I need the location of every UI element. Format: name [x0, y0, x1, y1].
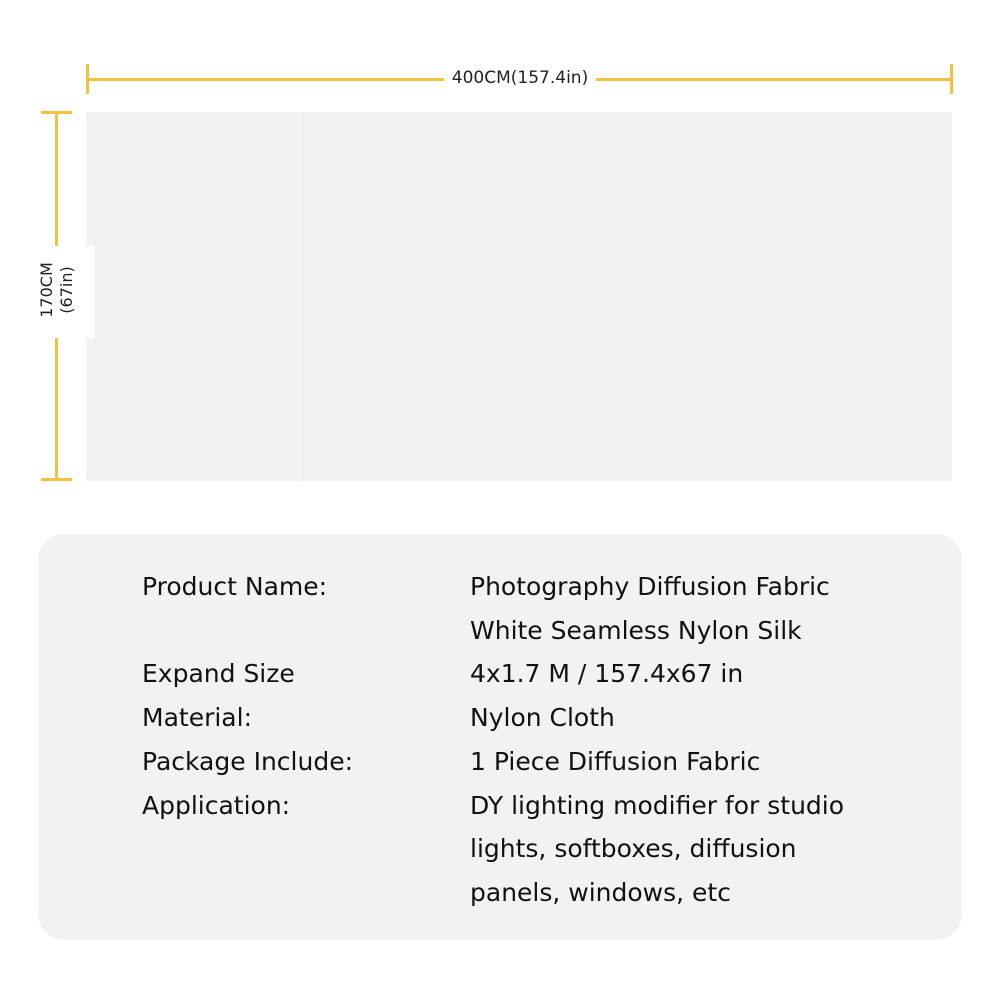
spec-row-product-name [142, 565, 942, 652]
spec-card [38, 534, 962, 940]
width-dimension-line [87, 78, 953, 81]
spec-value-line: Photography Diffusion Fabric [470, 572, 830, 601]
spec-label: Expand Size [142, 659, 295, 689]
width-dimension-label: 400CM(157.4in) [444, 68, 596, 88]
fabric-panel [86, 112, 952, 481]
spec-row-expand-size [142, 652, 942, 696]
height-dimension-label-wrap [20, 246, 94, 338]
height-dimension-cap-bottom [41, 478, 72, 481]
spec-row-material [142, 696, 942, 740]
spec-label: Application: [142, 790, 291, 820]
spec-value [470, 652, 942, 696]
spec-value [470, 740, 942, 784]
spec-row-application [142, 784, 942, 915]
spec-row-package-include [142, 740, 942, 784]
fabric-seam [302, 112, 303, 481]
spec-value-line: DY lighting modifier for studio [470, 790, 845, 820]
spec-list [142, 565, 942, 915]
height-dimension-label-in: (67in) [57, 266, 76, 314]
height-dimension-label-cm: 170CM [37, 262, 56, 318]
spec-value-line: lights, softboxes, diffusion [470, 834, 797, 864]
spec-value-line: 4x1.7 M / 157.4x67 in [470, 659, 744, 689]
spec-label: Product Name: [142, 572, 328, 601]
height-dimension-label [37, 244, 77, 336]
spec-value [470, 565, 942, 652]
spec-value-line: 1 Piece Diffusion Fabric [470, 746, 761, 776]
width-dimension-cap-left [86, 64, 89, 94]
spec-value-line: White Seamless Nylon Silk [470, 615, 802, 645]
width-dimension-cap-right [950, 64, 953, 94]
spec-value [470, 696, 942, 740]
height-dimension-cap-top [41, 111, 72, 114]
spec-value-line: panels, windows, etc [470, 877, 731, 907]
spec-label: Material: [142, 703, 252, 733]
spec-value-line: Nylon Cloth [470, 703, 615, 733]
spec-label: Package Include: [142, 746, 353, 776]
spec-value [470, 784, 942, 915]
